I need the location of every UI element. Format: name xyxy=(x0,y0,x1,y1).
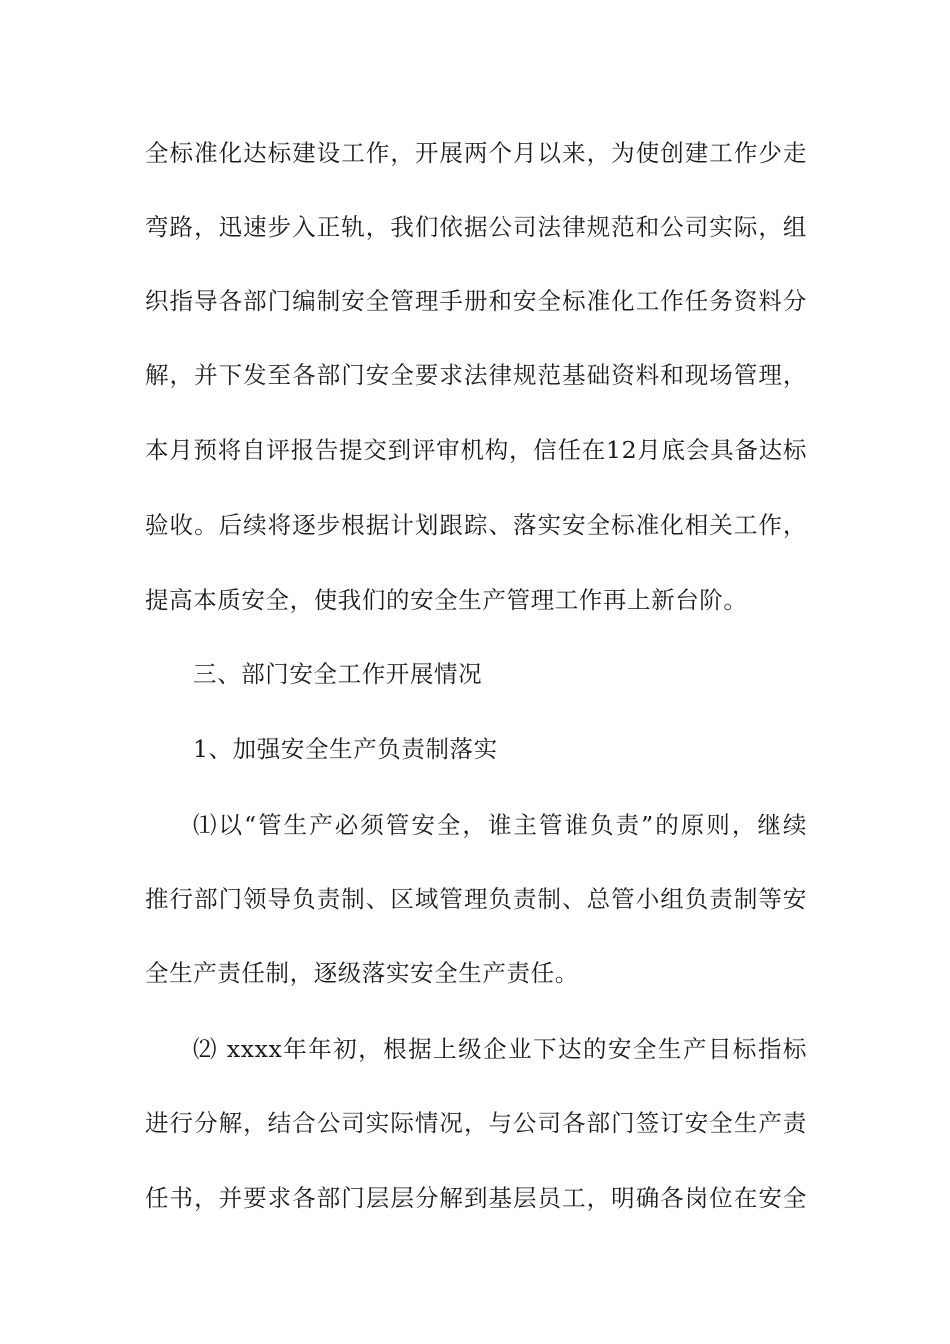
text-line-15: 任书，并要求各部门层层分解到基层员工，明确各岗位在安全 xyxy=(145,1184,807,1212)
section-heading: 三、部门安全工作开展情况 xyxy=(193,660,483,688)
text-line-2: 弯路，迅速步入正轨，我们依据公司法律规范和公司实际，组 xyxy=(145,213,807,241)
text-line-13: ⑵ xxxx年年初，根据上级企业下达的安全生产目标指标 xyxy=(193,1035,807,1063)
text-line-12: 全生产责任制，逐级落实安全生产责任。 xyxy=(145,959,579,987)
text-line-10: ⑴以“管生产必须管安全，谁主管谁负责”的原则，继续 xyxy=(193,811,807,839)
text-line-5: 本月预将自评报告提交到评审机构，信任在12月底会具备达标 xyxy=(145,436,807,464)
subsection-heading: 1、加强安全生产负责制落实 xyxy=(193,735,498,763)
text-line-3: 织指导各部门编制安全管理手册和安全标准化工作任务资料分 xyxy=(145,287,807,315)
text-line-11: 推行部门领导负责制、区域管理负责制、总管小组负责制等安 xyxy=(145,885,807,913)
text-line-4: 解，并下发至各部门安全要求法律规范基础资料和现场管理， xyxy=(145,361,807,389)
text-line-6: 验收。后续将逐步根据计划跟踪、落实安全标准化相关工作， xyxy=(145,511,807,539)
text-line-14: 进行分解，结合公司实际情况，与公司各部门签订安全生产责 xyxy=(145,1109,807,1137)
text-line-7: 提高本质安全，使我们的安全生产管理工作再上新台阶。 xyxy=(145,586,748,614)
text-line-1: 全标准化达标建设工作，开展两个月以来，为使创建工作少走 xyxy=(145,139,807,167)
